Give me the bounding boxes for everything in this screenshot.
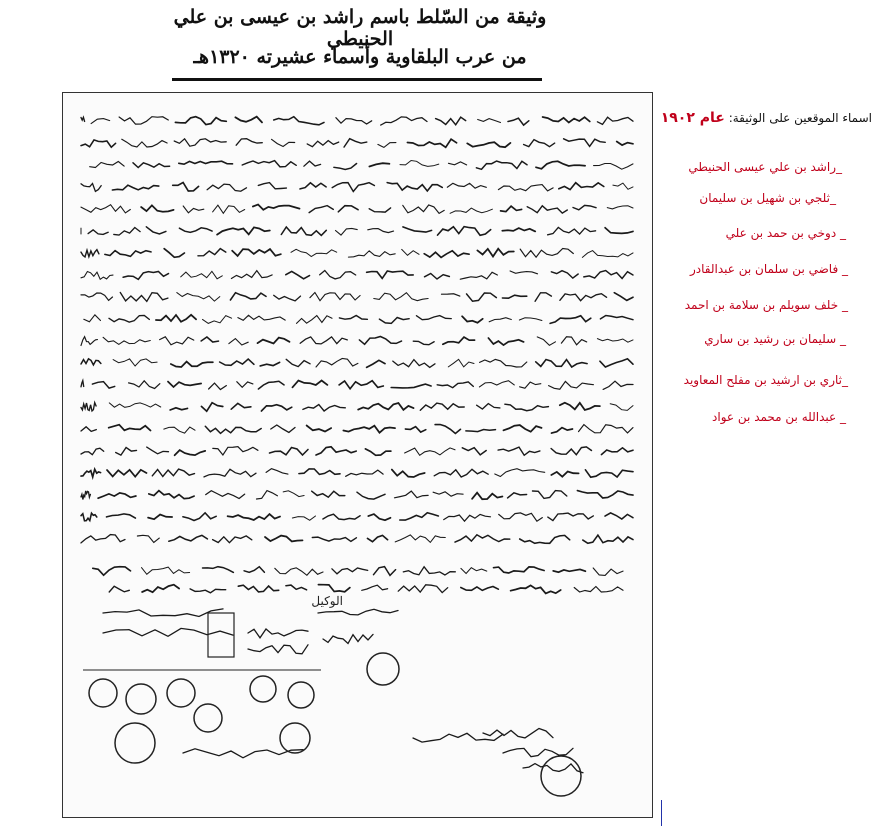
signatories-header: [662, 110, 872, 126]
seal-4: [115, 723, 155, 763]
seal-6: [250, 676, 276, 702]
signatory-name-3: _ دوخي بن حمد بن علي: [725, 226, 846, 240]
signatory-name-2: _ثلجي بن شهيل بن سليمان: [699, 191, 836, 205]
signatory-name-7: _ثاري بن ارشيد بن مفلح المعاويد: [683, 373, 848, 387]
historical-document-scan: [62, 92, 653, 818]
stamp-label: الوكيل: [311, 594, 343, 608]
signatory-name-8: _ عبدالله بن محمد بن عواد: [712, 410, 846, 424]
seal-3: [167, 679, 195, 707]
seal-2: [126, 684, 156, 714]
seal-8: [367, 653, 399, 685]
seal-1: [89, 679, 117, 707]
seal-5: [194, 704, 222, 732]
signatories-year: عام ١٩٠٢: [660, 110, 725, 126]
seal-7: [288, 682, 314, 708]
signatory-name-1: _راشد بن علي عيسى الحنيطي: [688, 160, 842, 174]
seal-10: [541, 756, 581, 796]
cursor-bar: [661, 800, 662, 826]
signatory-name-5: _ خلف سويلم بن سلامة بن احمد: [684, 298, 848, 312]
seal-9: [280, 723, 310, 753]
signatory-name-4: _ فاضي بن سلمان بن عبدالقادر: [690, 262, 848, 276]
signatories-label: اسماء الموقعين على الوثيقة:: [728, 111, 872, 125]
title-underline: [172, 78, 542, 81]
handwriting-image: [63, 93, 652, 817]
page-subtitle: من عرب البلقاوية وأسماء عشيرته ١٣٢٠هـ: [193, 46, 527, 68]
page-title: وثيقة من السّلط باسم راشد بن عيسى بن علي الحنيطي: [173, 6, 547, 50]
signatory-name-6: _ سليمان بن رشيد بن ساري: [704, 332, 846, 346]
stamp-box: [208, 613, 234, 657]
